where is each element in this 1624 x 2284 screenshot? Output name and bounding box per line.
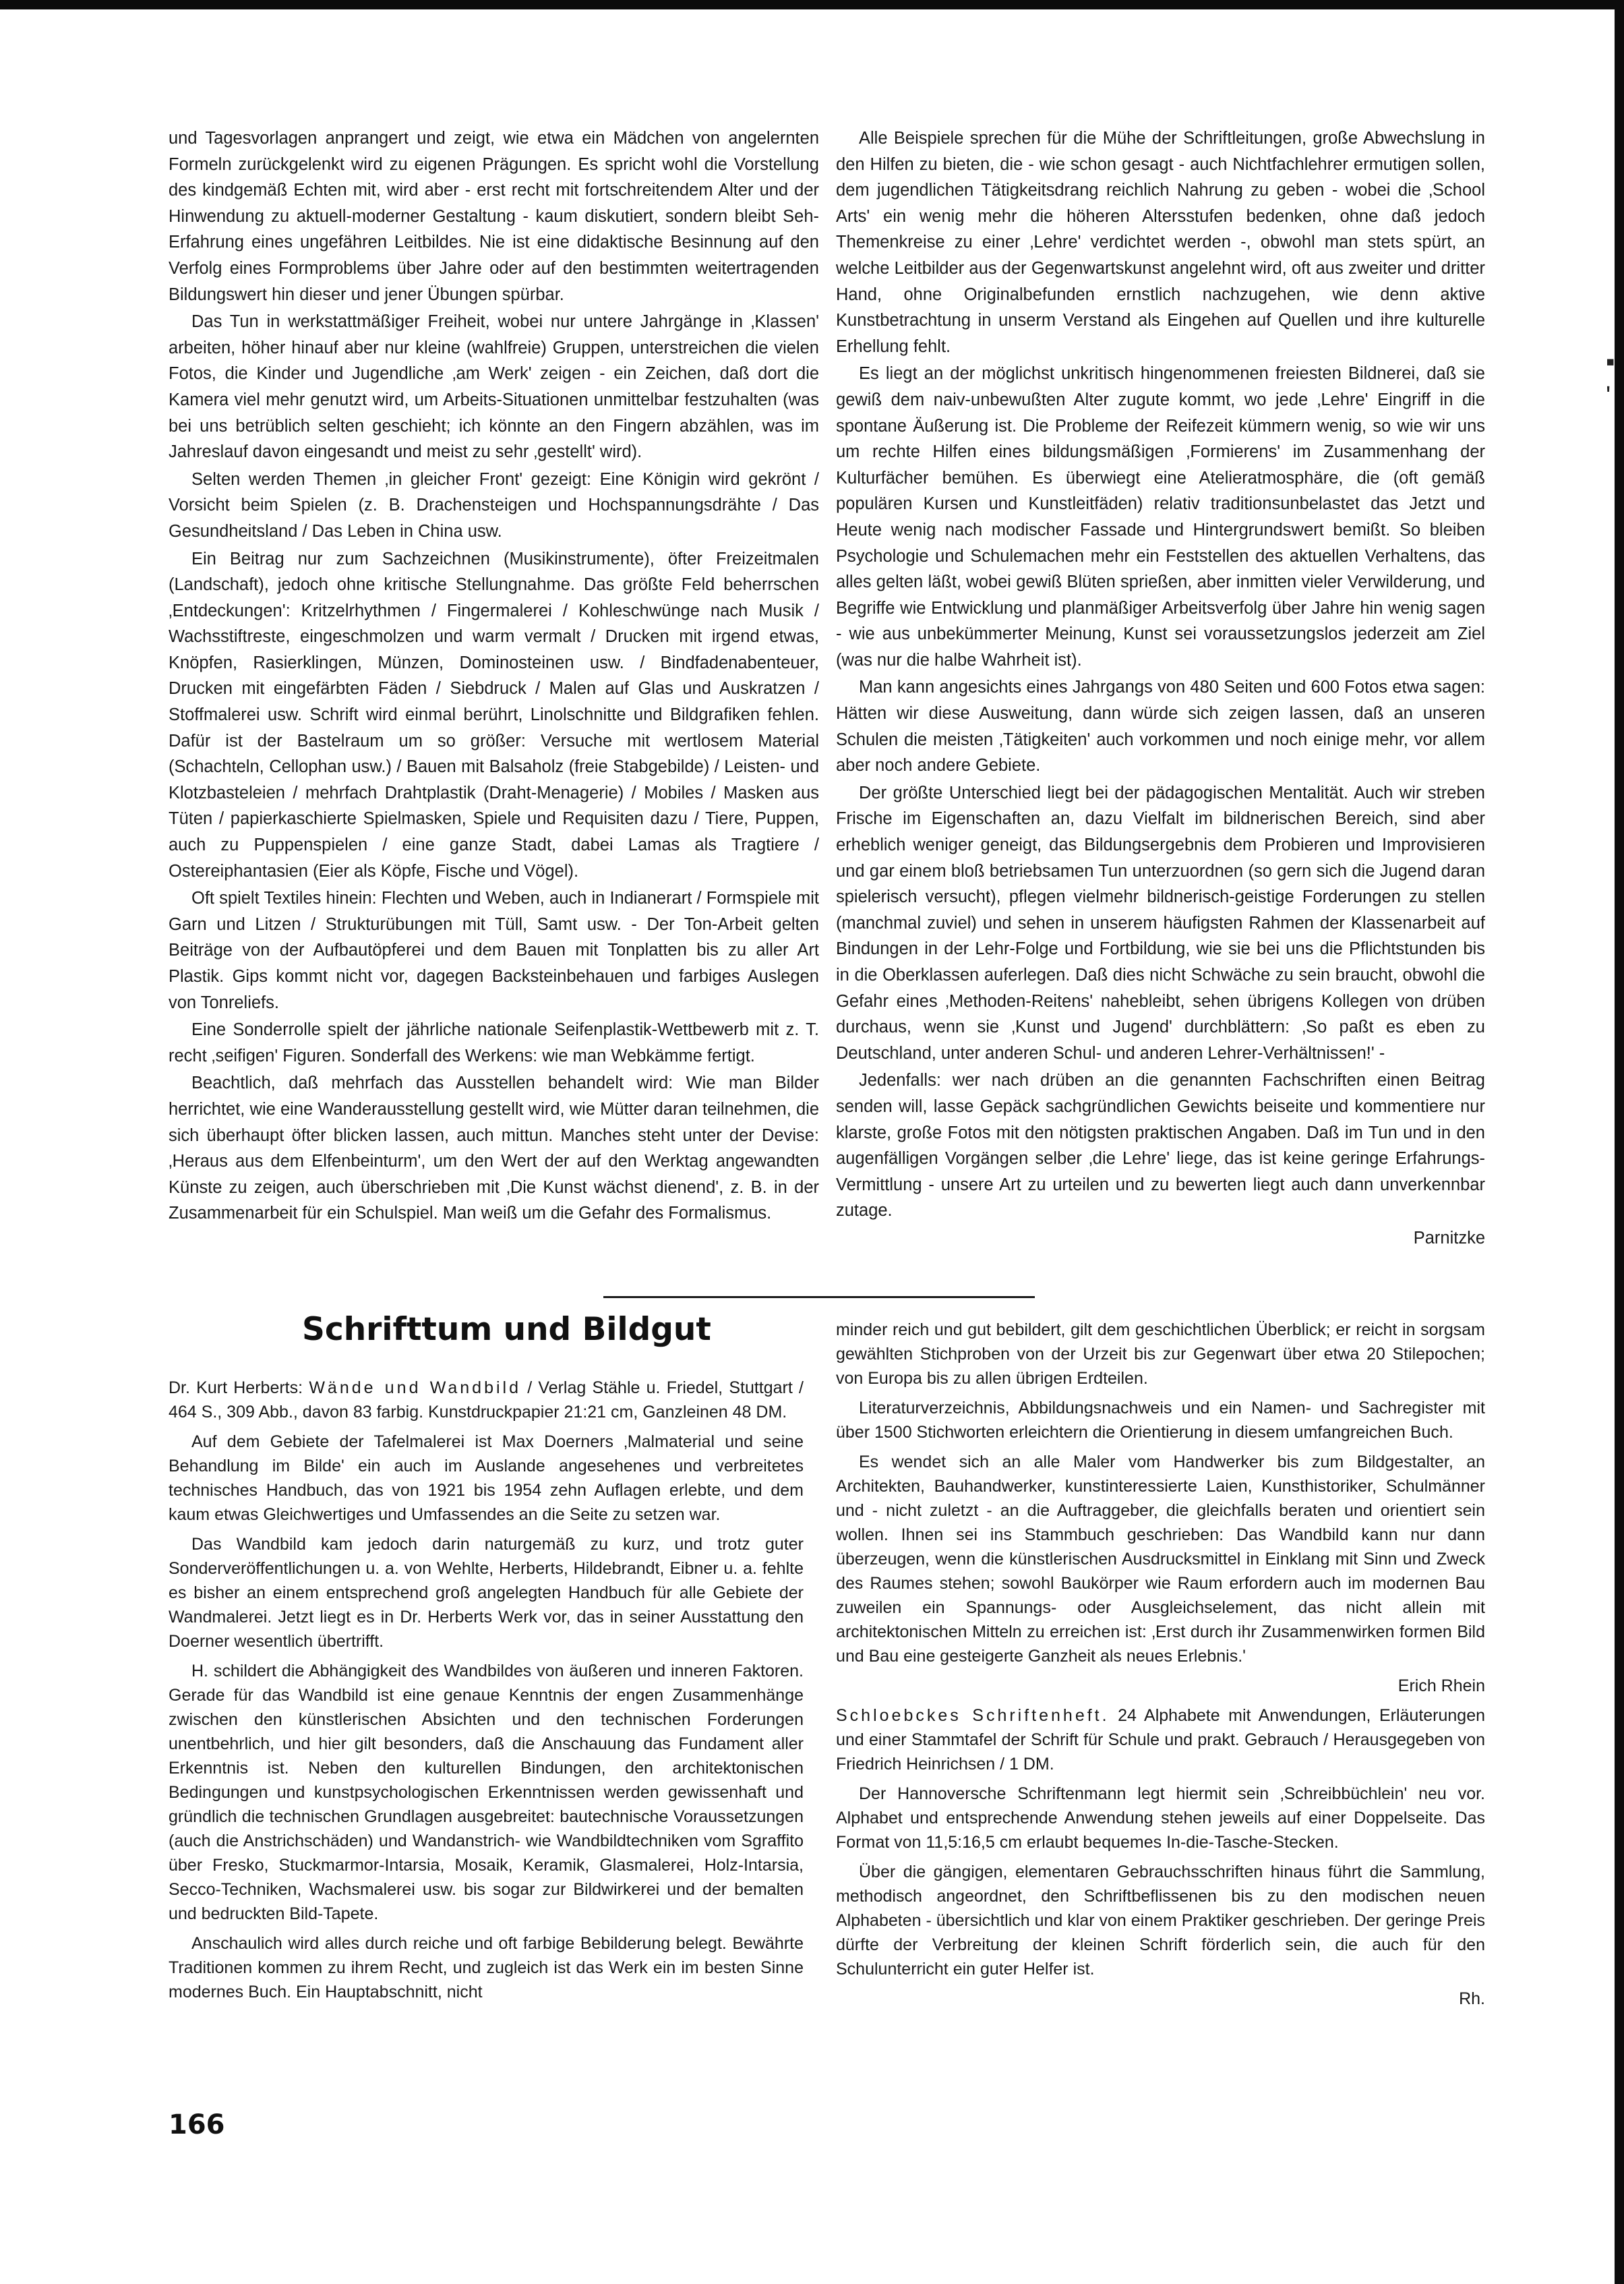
paragraph: Es wendet sich an alle Maler vom Handwerker bis zum Bildgestalter, an Architekten, Bauhandwerker, kunstinteressierte Laien, Kunsthistoriker, Schulmänner und - nicht zuletzt - an die Auftraggeber, die gleichfalls beraten und orientiert sein wollen. Ihnen sei ins Stammbuch geschrieben: Das Wandbild kann nur dann überzeugen, wenn die künstlerischen Ausdrucksmittel in Einklang mit Sinn und Zweck des Raumes stehen; sowohl Baukörper wie Raum erfordern auch im modernen Bau zuweilen ein Spannungs- oder Ausgleichselement, das nicht allein mit architektonischen Mitteln zu erreichen ist: ‚Erst durch ihr Zusammenwirken formen Bild und Bau eine gesteigerte Ganzheit als neues Erlebnis.' — [836, 1453, 1485, 1666]
paragraph: Alle Beispiele sprechen für die Mühe der Schriftleitungen, große Abwechslung in den Hilfen zu bieten, die - wie schon gesagt - auch Nichtfachlehrer ermutigen sollen, dem jugendlichen Tätigkeitsdrang reichlich Nahrung zu geben - wobei die ‚School Arts' ein wenig mehr die höheren Altersstufen bedenken, ohne daß jedoch Themenkreise zu einer ‚Lehre' verdichtet werden -, obwohl man stets spürt, an welche Leitbilder aus der Gegenwartskunst angelehnt wird, oft aus zweiter und dritter Hand, ohne Originalbefunden ernstlich nachzugehen, wie denn aktive Kunstbetrachtung in unserm Verstand als Eingehen auf Quellen und ihre kulturelle Erhellung fehlt. — [836, 129, 1485, 356]
paragraph: Es liegt an der möglichst unkritisch hingenommenen freiesten Bildnerei, daß sie gewiß dem naiv-unbewußten Alter zugute kommt, wo jede ‚Lehre' Eingriff in die spontane Äußerung ist. Die Probleme der Reifezeit kümmern wenig, so wie wir uns um rechte Hilfen eines bildungsmäßigen ‚Formierens' im Zusammenhang der Kulturfächer bemühen. Es überwiegt eine Atelieratmosphäre, die (oft gemäß populären Kursen und Kunstleitfäden) relativ traditionsunbelastet das Jetzt und Heute wenig nach modischer Fassade und Hintergrundswert bemißt. So bleiben Psychologie und Schulemachen mehr ein Feststellen des aktuellen Verhaltens, das alles gelten läßt, wobei gewiß Blüten sprießen, aber inmitten vieler Verwilderung, und Begriffe wie Entwicklung und planmäßiger Arbeitsverfolg über Jahre hin wenig sagen - wie aus unbekümmerter Meinung, Kunst sei voraussetzungslos jederzeit am Ziel (was nur die halbe Wahrheit ist). — [836, 364, 1485, 670]
paragraph: H. schildert die Abhängigkeit des Wandbildes von äußeren und inneren Faktoren. Gerade für das Wandbild ist eine genaue Kenntnis der engen Zusammenhänge zwischen den künstlerischen Absichten und den technischen Forderungen unentbehrlich, und hier gilt besonders, daß die Anschauung das Fundament aller Erkenntnis ist. Neben den kulturellen Bindungen, den architektonischen Bedingungen und kunstpsychologischen Erkenntnissen werden gewissenhaft und gründlich die technischen Grundlagen ausgebreitet: bautechnische Voraussetzungen (auch die Anstrichschäden) und Wandanstrich- wie Wandbildtechniken vom Sgraffito über Fresko, Stuckmarmor-Intarsia, Mosaik, Keramik, Glasmalerei, Holz-Intarsia, Secco-Techniken, Wachsmalerei usw. bis sogar zur Bildwirkerei und der bemalten und bedruckten Bild-Tapete. — [169, 1662, 804, 1923]
article-column-right — [836, 125, 1485, 1252]
paragraph: Das Tun in werkstattmäßiger Freiheit, wobei nur untere Jahrgänge in ‚Klassen' arbeiten, höher hinauf aber nur kleine (wahlfreie) Gruppen, unterstreichen die vielen Fotos, die Kinder und Jugendliche ‚am Werk' zeigen - ein Zeichen, daß dort die Kamera viel mehr genutzt wird, um Arbeits-Situationen unmittelbar festzuhalten (was bei uns betrüblich selten geschieht; ich könnte an den Fingern abzählen, was im Jahreslauf davon eingesandt und meist zu sehr ‚gestellt' wird). — [169, 312, 819, 462]
review-column-left — [169, 1376, 804, 2004]
book-citation — [169, 1376, 804, 1424]
paragraph: Ein Beitrag nur zum Sachzeichnen (Musikinstrumente), öfter Freizeitmalen (Landschaft), jedoch ohne kritische Stellungnahme. Das größte Feld beherrschen ‚Entdeckungen': Kritzelrhythmen / Fingermalerei / Kohleschwünge nach Musik / Wachsstiftreste, eingeschmolzen und warm vermalt / Drucken mit irgend etwas, Knöpfen, Rasierklingen, Münzen, Dominosteinen usw. / Bindfadenabenteuer, Drucken mit eingefärbten Fäden / Siebdruck / Malen auf Glas und Auskratzen / Stoffmalerei usw. Schrift wird einmal berührt, Linolschnitte und Bildgrafiken fehlen. Dafür ist der Bastelraum um so größer: Versuche mit wertlosem Material (Schachteln, Cellophan usw.) / Bauen mit Balsaholz (freie Stabgebilde) / Leisten- und Klotzbasteleien / mehrfach Drahtplastik (Draht-Menagerie) / Mobiles / Masken aus Tüten / papierkaschierte Spielmasken, Spiele und Requisiten dazu / Tiere, Puppen, auch zu Puppenspielen / eine ganze Stadt, dabei Lamas als Tragtiere / Ostereiphantasien (Eier als Köpfe, Fische und Vögel). — [169, 549, 819, 881]
paragraph: Oft spielt Textiles hinein: Flechten und Weben, auch in Indianerart / Formspiele mit Garn und Litzen / Strukturübungen mit Tüll, Samt usw. - Der Ton-Arbeit gelten Beiträge von der Aufbautöpferei und dem Bauen mit Tonplatten bis zu aller Art Plastik. Gips kommt nicht vor, dagegen Backsteinbehauen und farbiges Auslegen von Tonreliefs. — [169, 889, 819, 1012]
scan-edge-right — [1615, 0, 1624, 2284]
paragraph: Anschaulich wird alles durch reiche und oft farbige Bebilderung belegt. Bewährte Traditionen kommen zu ihrem Recht, und zugleich ist das Werk ein im besten Sinne modernes Buch. Ein Hauptabschnitt, nicht — [169, 1934, 804, 2001]
paragraph: Beachtlich, daß mehrfach das Ausstellen behandelt wird: Wie man Bilder herrichtet, wie eine Wanderausstellung gestellt wird, wie Mütter daran teilnehmen, die sich überhaupt öfter blicken lassen, auch mittun. Manches steht unter der Devise: ‚Heraus aus dem Elfenbeinturm', um den Wert der auf den Werktag angewandten Künste zu zeigen, auch überschrieben mit ‚Die Kunst wächst dienend', z. B. in der Zusammenarbeit für ein Schulspiel. Man weiß um die Gefahr des Formalismus. — [169, 1074, 819, 1223]
paragraph: Jedenfalls: wer nach drüben an die genannten Fachschriften einen Beitrag senden will, lasse Gepäck sachgründlichen Gewichts beiseite und kommentiere nur klarste, große Fotos mit den nötigsten praktischen Angaben. Daß im Tun und in den augenfälligen Vorgängen selber ‚die Lehre' liege, das ist keine geringe Erfahrungs-Vermittlung - unsere Art zu urteilen und zu bewerten liegt auch dann unverkennbar zutage. — [836, 1071, 1485, 1221]
paragraph: Man kann angesichts eines Jahrgangs von 480 Seiten und 600 Fotos etwa sagen: Hätten wir diese Ausweitung, dann würde sich zeigen lassen, daß an unseren Schulen die meisten ‚Tätigkeiten' auch vorkommen und noch einige mehr, vor allem aber noch andere Gebiete. — [836, 678, 1485, 775]
book-title: Wände und Wandbild — [309, 1378, 521, 1397]
paragraph: und Tagesvorlagen anprangert und zeigt, wie etwa ein Mädchen von angelernten Formeln zurückgelenkt wird zu eigenen Prägungen. Es spricht wohl die Vorstellung des kindgemäß Echten mit, wird aber - erst recht mit fortschreitendem Alter und der Hinwendung zu aktuell-moderner Gestaltung - kaum diskutiert, sondern bleibt Seh-Erfahrung eines ungefähren Leitbildes. Nie ist eine didaktische Besinnung auf den Verfolg eines Formproblems über Jahre oder auf den bestimmten weitertragenden Bildungswert hin dieser und jener Übungen spürbar. — [169, 129, 819, 304]
paragraph: Der Hannoversche Schriftenmann legt hiermit sein ‚Schreibbüchlein' neu vor. Alphabet und entsprechende Anwendung stehen jeweils auf einer Doppelseite. Das Format von 11,5:16,5 cm erlaubt bequemes In-die-Tasche-Stecken. — [836, 1784, 1485, 1852]
paragraph: Eine Sonderrolle spielt der jährliche nationale Seifenplastik-Wettbewerb mit z. T. recht ‚seifigen' Figuren. Sonderfall des Werkens: wie man Webkämme fertigt. — [169, 1020, 819, 1065]
paragraph: Das Wandbild kam jedoch darin naturgemäß zu kurz, und trotz guter Sonderveröffentlichungen u. a. von Wehlte, Herberts, Hildebrandt, Eibner u. a. fehlte es bisher an einem entsprechend groß angelegten Handbuch für alle Gebiete der Wandmalerei. Jetzt liegt es in Dr. Herberts Werk vor, das in seiner Ausstattung den Doerner wesentlich übertrifft. — [169, 1535, 804, 1651]
book-title: Schloebckes Schriftenheft. — [836, 1706, 1110, 1725]
article-column-left — [169, 125, 819, 1227]
paragraph: Über die gängigen, elementaren Gebrauchsschriften hinaus führt die Sammlung, methodisch angeordnet, den Schriftbeflissenen bis zu den modischen neuen Alphabeten - übersichtlich und klar von einem Praktiker geschrieben. Der geringe Preis dürfte der Verbreitung der kleinen Schrift förderlich sein, die auch für den Schulunterricht ein guter Helfer ist. — [836, 1863, 1486, 1979]
paragraph: Auf dem Gebiete der Tafelmalerei ist Max Doerners ‚Malmaterial und seine Behandlung im Bilde' ein auch im Auslande angesehenes und verbreitetes technisches Handbuch, das von 1921 bis 1954 zehn Auflagen erlebte, und dem kaum etwas Gleichwertiges und Umfassendes an die Seite zu setzen war. — [169, 1432, 804, 1524]
book-citation — [836, 1703, 1485, 1776]
section-title: Schrifttum und Bildgut — [302, 1311, 711, 1348]
margin-marks: ▪ ' — [1606, 348, 1615, 410]
paragraph: Literaturverzeichnis, Abbildungsnachweis und ein Namen- und Sachregister mit über 1500 Stichworten erleichtern die Orientierung in diesem umfangreichen Buch. — [836, 1399, 1485, 1442]
paragraph: Der größte Unterschied liegt bei der pädagogischen Mentalität. Auch wir streben Frische im Eigenschaften an, dazu Vielfalt im bildnerischen Bereich, sind aber erheblich weniger geneigt, das Bildungsergebnis dem Probieren und Improvisieren und gar einem bloß betriebsamen Tun unterzuordnen (so gern sich die Jugend daran spielerisch versucht), pflegen vielmehr bildnerisch-geistige Forderungen zu stellen (manchmal zuviel) und sehen in unserem häufigsten Rahmen der Klassenarbeit auf Bindungen in der Lehr-Folge und Fortbildung, wie sie bei uns die Pflichtstunden bis in die Oberklassen auferlegen. Daß dies nicht Schwäche zu sein braucht, obwohl die Gefahr eines ‚Methoden-Reitens' nahebleibt, sehen übrigens Kollegen von drüben durchaus, wenn sie ‚Kunst und Jugend' durchblättern: ‚So paßt es eben zu Deutschland, unter anderen Schul- und anderen Lehrer-Verhältnissen!' - — [836, 783, 1485, 1063]
review-signature: Rh. — [1459, 1989, 1485, 2008]
paragraph: Selten werden Themen ‚in gleicher Front' gezeigt: Eine Königin wird gekrönt / Vorsicht beim Spielen (z. B. Drachensteigen und Hochspannungsdrähte / Das Gesundheitsland / Das Leben in China usw. — [169, 469, 819, 541]
scan-edge-top — [0, 0, 1624, 9]
paragraph: minder reich und gut bebildert, gilt dem geschichtlichen Überblick; er reicht in sorgsam gewählten Stichproben von der Urzeit bis zur Gegenwart über etwa 20 Stilepochen; von Europa bis zu allen übrigen Erdteilen. — [836, 1320, 1485, 1388]
book-details: 24 Alphabete mit Anwendungen, Erläuterungen und einer Stammtafel der Schrift für Schule und prakt. Gebrauch / Herausgegeben von Friedrich Heinrichsen / 1 DM. — [836, 1706, 1486, 1774]
review-column-right — [836, 1318, 1485, 2011]
book-details: / Verlag Stähle u. Friedel, Stuttgart / 464 S., 309 Abb., davon 83 farbig. Kunstdruckpapier 21:21 cm, Ganzleinen 48 DM. — [169, 1378, 804, 1422]
book-author: Dr. Kurt Herberts: — [169, 1378, 303, 1397]
section-divider — [603, 1296, 1035, 1298]
author-signature: Parnitzke — [1413, 1228, 1485, 1248]
page-number: 166 — [169, 2109, 225, 2140]
review-signature: Erich Rhein — [1397, 1676, 1485, 1695]
